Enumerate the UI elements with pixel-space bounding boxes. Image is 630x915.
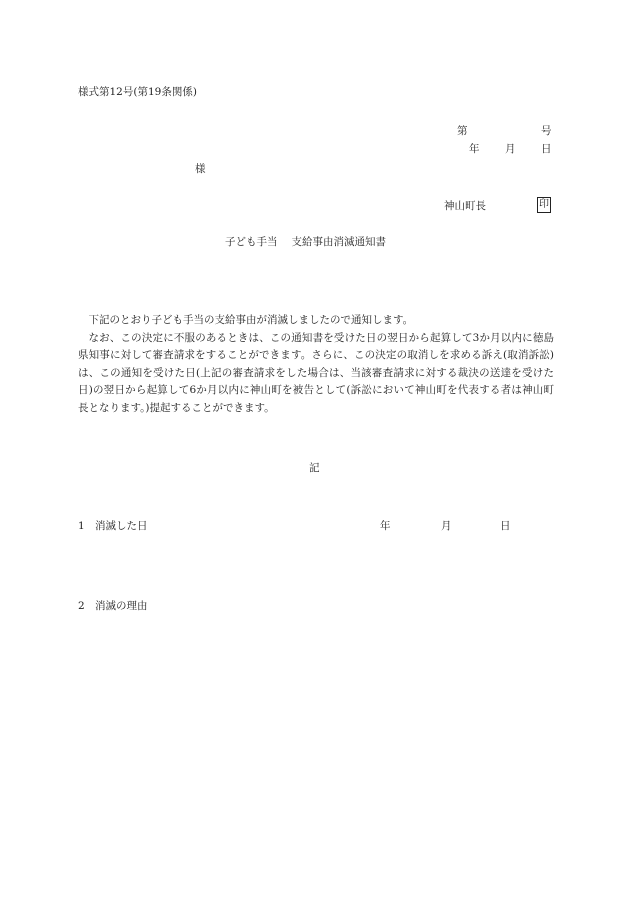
notice-paragraph-2: なお、この決定に不服のあるときは、この通知書を受けた日の翌日から起算して3か月以内に徳島県知事に対して審査請求をすることができます。さらに、この決定の取消しを求める訴え(取消訴訟)は、この通知を受けた日(上記の審査請求をした場合は、当該審査請求に対する裁決の送達を受けた日)の翌日から起算して6か月以内に神山町を被告として(訴訟において神山町を代表する者は神山町長となります。)提起することができます。 (78, 331, 554, 414)
item-1-number: 1 (78, 520, 85, 532)
document-title (225, 235, 386, 249)
number-prefix: 第 (457, 125, 468, 137)
addressee-honorific: 様 (195, 163, 206, 175)
date-month-label: 月 (505, 143, 516, 155)
form-title: 様式第12号(第19条関係) (78, 86, 197, 98)
document-title-part1: 子ども手当 (225, 236, 278, 248)
notice-body (78, 312, 554, 417)
date-year-label: 年 (469, 143, 480, 155)
ki-heading: 記 (309, 462, 320, 474)
document-title-part2: 支給事由消滅通知書 (291, 236, 386, 248)
item-2-number: 2 (78, 600, 85, 612)
notice-paragraph-1: 下記のとおり子ども手当の支給事由が消滅しましたので通知します。 (88, 314, 414, 326)
item-1-day-label: 日 (500, 520, 511, 532)
item-1-year-label: 年 (380, 520, 391, 532)
item-1-label: 消滅した日 (95, 520, 148, 532)
item-1-month-label: 月 (441, 520, 452, 532)
item-2-label: 消滅の理由 (95, 600, 148, 612)
issuer-name: 神山町長 (444, 200, 486, 212)
date-day-label: 日 (541, 143, 552, 155)
seal-stamp: 印 (537, 197, 551, 213)
number-suffix: 号 (541, 125, 552, 137)
